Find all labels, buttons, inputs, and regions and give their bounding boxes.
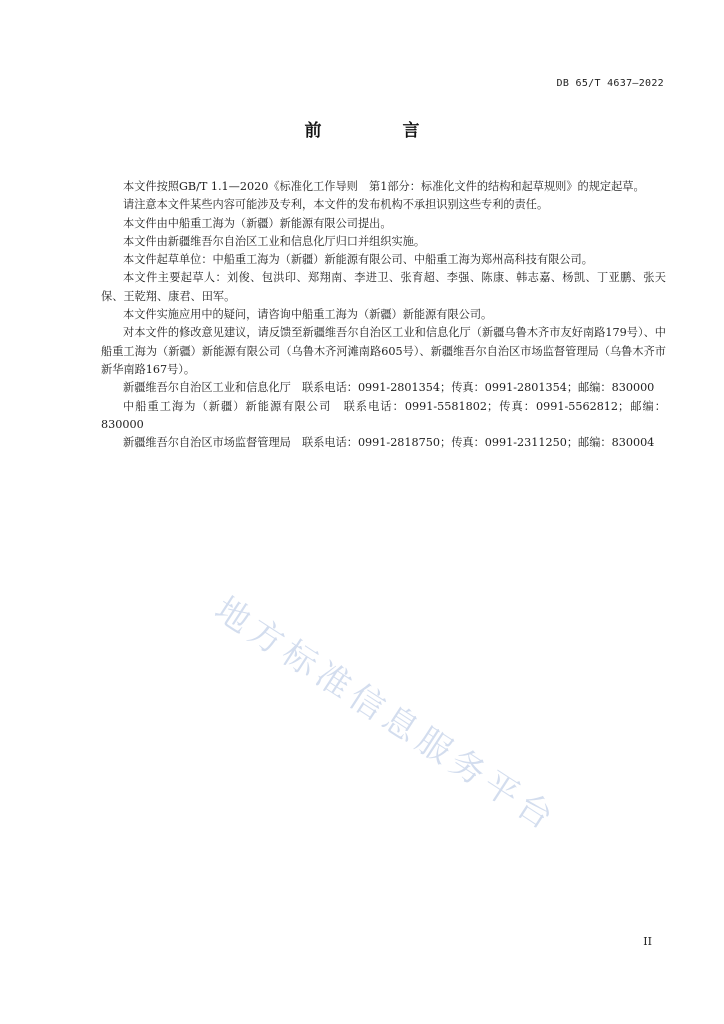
paragraph-drafters: 本文件主要起草人：刘俊、包洪印、郑翔南、李进卫、张育超、李强、陈康、韩志嘉、杨凯、丁亚鹏、张天保、王乾翔、康君、田军。 (101, 271, 666, 303)
contact-line-market-bureau: 新疆维吾尔自治区市场监督管理局 联系电话：0991-2818750；传真：0991-2311250；邮编：830004 (123, 436, 655, 450)
paragraph-drafting-units: 本文件起草单位：中船重工海为（新疆）新能源有限公司、中船重工海为郑州高科技有限公司。 (123, 253, 593, 267)
page-title: 前 言 (304, 121, 452, 141)
watermark: 地方标准信息服务平台 (207, 589, 565, 841)
page-number: II (643, 935, 652, 948)
paragraph-administrator: 本文件由新疆维吾尔自治区工业和信息化厅归口并组织实施。 (123, 234, 426, 248)
paragraph-feedback: 对本文件的修改意见建议，请反馈至新疆维吾尔自治区工业和信息化厅（新疆乌鲁木齐市友好南路179号）、中船重工海为（新疆）新能源有限公司（乌鲁木齐河滩南路605号）、新疆维吾尔自治区市场监督管理局（乌鲁木齐市新华南路167号）。 (101, 326, 666, 376)
paragraph-proposer: 本文件由中船重工海为（新疆）新能源有限公司提出。 (123, 216, 392, 230)
paragraph-inquiries: 本文件实施应用中的疑问，请咨询中船重工海为（新疆）新能源有限公司。 (123, 308, 493, 322)
standard-code: DB 65/T 4637—2022 (556, 78, 664, 89)
contact-line-company: 中船重工海为（新疆）新能源有限公司 联系电话：0991-5581802；传真：0991-5562812；邮编：830000 (101, 399, 666, 431)
paragraph-drafting-rules: 本文件按照GB/T 1.1—2020《标准化工作导则 第1部分：标准化文件的结构和起草规则》的规定起草。 (123, 180, 645, 193)
paragraph-patent-notice: 请注意本文件某些内容可能涉及专利，本文件的发布机构不承担识别这些专利的责任。 (123, 198, 549, 212)
foreword-body (101, 178, 666, 452)
contact-line-industry-dept: 新疆维吾尔自治区工业和信息化厅 联系电话：0991-2801354；传真：0991-2801354；邮编：830000 (123, 381, 655, 395)
